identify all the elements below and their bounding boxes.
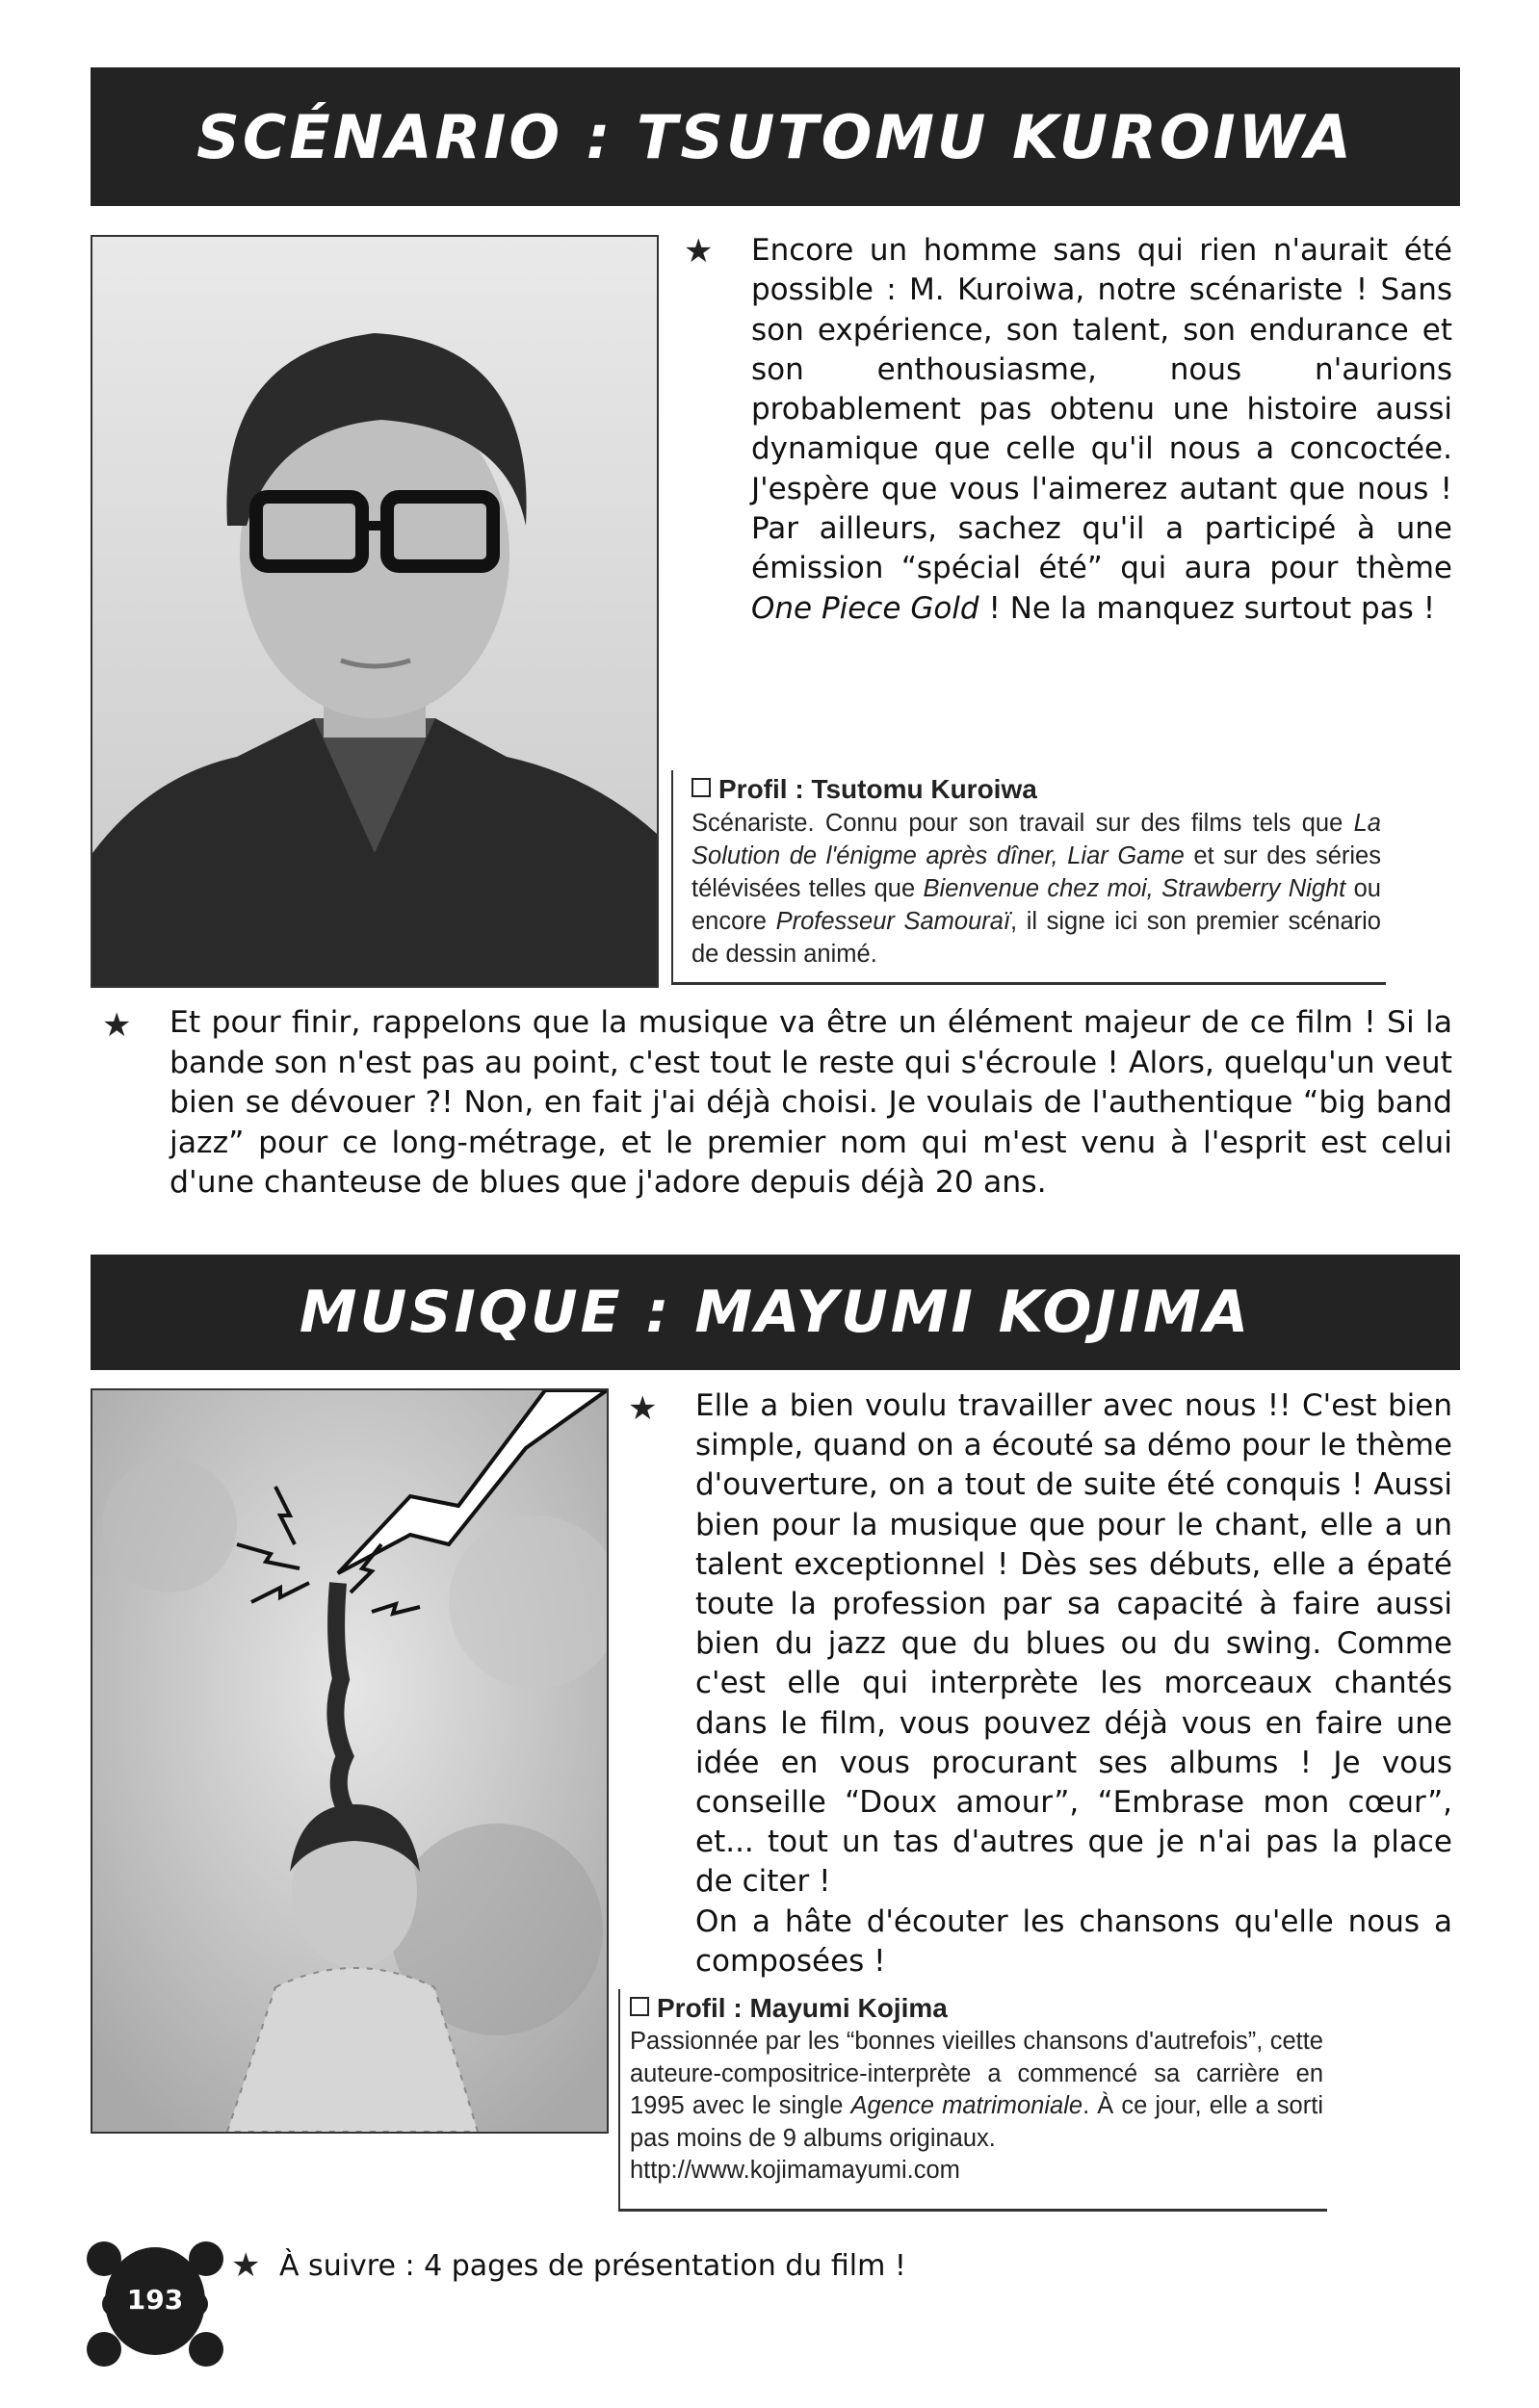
profile-text: , il signe ici son premier scénario de dessin animé.	[691, 908, 1381, 968]
star-icon: ★	[628, 1389, 658, 1428]
profile-italic: La Solution de l'énigme après dîner, Liar Game	[691, 810, 1381, 869]
profile-heading-text: Profil : Tsutomu Kuroiwa	[718, 774, 1037, 804]
checkbox-square-icon	[630, 1997, 649, 2016]
scenario-intro-italic: One Piece Gold	[751, 590, 979, 626]
scenario-intro-text	[751, 231, 1452, 629]
page-number: 193	[126, 2284, 184, 2316]
profile-heading-kojima	[630, 1991, 1323, 2026]
profile-text: . À ce jour, elle a sorti pas moins de 9 albums originaux.	[630, 2092, 1323, 2152]
photo-tsutomu-kuroiwa	[91, 235, 659, 988]
portrait-illustration	[92, 1390, 607, 2132]
profile-text: Passionnée par les “bonnes vieilles chansons d'autrefois”, cette auteure-compositrice-interprète a commencé sa carrière en 1995 avec le single	[630, 2028, 1323, 2120]
profile-url: http://www.kojimamayumi.com	[630, 2157, 960, 2185]
profile-text: et sur des séries télévisées telles que	[691, 842, 1381, 902]
profile-heading-kuroiwa	[691, 772, 1381, 807]
section-title-scenario: SCÉNARIO : TSUTOMU KUROIWA	[91, 67, 1460, 206]
star-icon: ★	[231, 2246, 261, 2285]
portrait-illustration	[92, 237, 657, 986]
checkbox-square-icon	[691, 778, 711, 797]
music-intro-closing: On a hâte d'écouter les chansons qu'elle nous a composées !	[695, 1903, 1452, 1979]
profile-text: Scénariste. Connu pour son travail sur des films tels que	[691, 810, 1354, 837]
photo-mayumi-kojima	[91, 1388, 609, 2134]
skull-page-badge	[83, 2232, 227, 2376]
section-title-musique: MUSIQUE : MAYUMI KOJIMA	[91, 1255, 1460, 1370]
profile-text: ou encore	[691, 875, 1381, 935]
profile-body-kojima	[630, 2026, 1323, 2155]
profile-body-kuroiwa	[691, 807, 1381, 971]
profile-kojima	[630, 1991, 1323, 2188]
star-icon: ★	[684, 232, 714, 271]
profile-kuroiwa	[691, 772, 1381, 971]
star-icon: ★	[102, 1006, 132, 1045]
music-intro-main: Elle a bien voulu travailler avec nous !! C'est bien simple, quand on a écouté sa démo pour le thème d'ouverture, on a tout de suite été conquis ! Aussi bien pour la musique que pour le chant, elle a un talent exceptionnel ! Dès ses débuts, elle a épaté toute la profession par sa capacité à faire aussi bien du jazz que du blues ou du swing. Comme c'est elle qui interprète les morceaux chantés dans le film, vous pouvez déjà vous en faire une idée en vous procurant ses albums ! Je vous conseille “Doux amour”, “Embrase mon cœur”, et... tout un tas d'autres que je n'ai pas la place de citer !	[695, 1388, 1452, 1900]
profile-italic: Bienvenue chez moi, Strawberry Night	[923, 875, 1346, 902]
scenario-intro-end: ! Ne la manquez surtout pas !	[978, 590, 1436, 626]
profile-italic: Professeur Samouraï	[775, 908, 1011, 935]
profile-heading-text: Profil : Mayumi Kojima	[657, 1993, 948, 2023]
music-transition-text: Et pour finir, rappelons que la musique va être un élément majeur de ce film ! Si la bande son n'est pas au point, c'est tout le reste qui s'écroule ! Alors, quelqu'un veut bien se dévouer ?! Non, en fait j'ai déjà choisi. Je voulais de l'authentique “big band jazz” pour ce long-métrage, et le premier nom qui m'est venu à l'esprit est celui d'une chanteuse de blues que j'adore depuis déjà 20 ans.	[170, 1005, 1452, 1201]
footer-next-text: À suivre : 4 pages de présentation du film !	[279, 2249, 906, 2283]
music-intro-text	[695, 1386, 1452, 1981]
profile-italic: Agence matrimoniale	[850, 2092, 1083, 2120]
scenario-intro-main: Encore un homme sans qui rien n'aurait été possible : M. Kuroiwa, notre scénariste ! Sans son expérience, son talent, son endurance et son enthousiasme, nous n'aurions probablement pas obtenu une histoire aussi dynamique que celle qu'il nous a concoctée. J'espère que vous l'aimerez autant que nous ! Par ailleurs, sachez qu'il a participé à une émission “spécial été” qui aura pour thème	[751, 233, 1452, 586]
